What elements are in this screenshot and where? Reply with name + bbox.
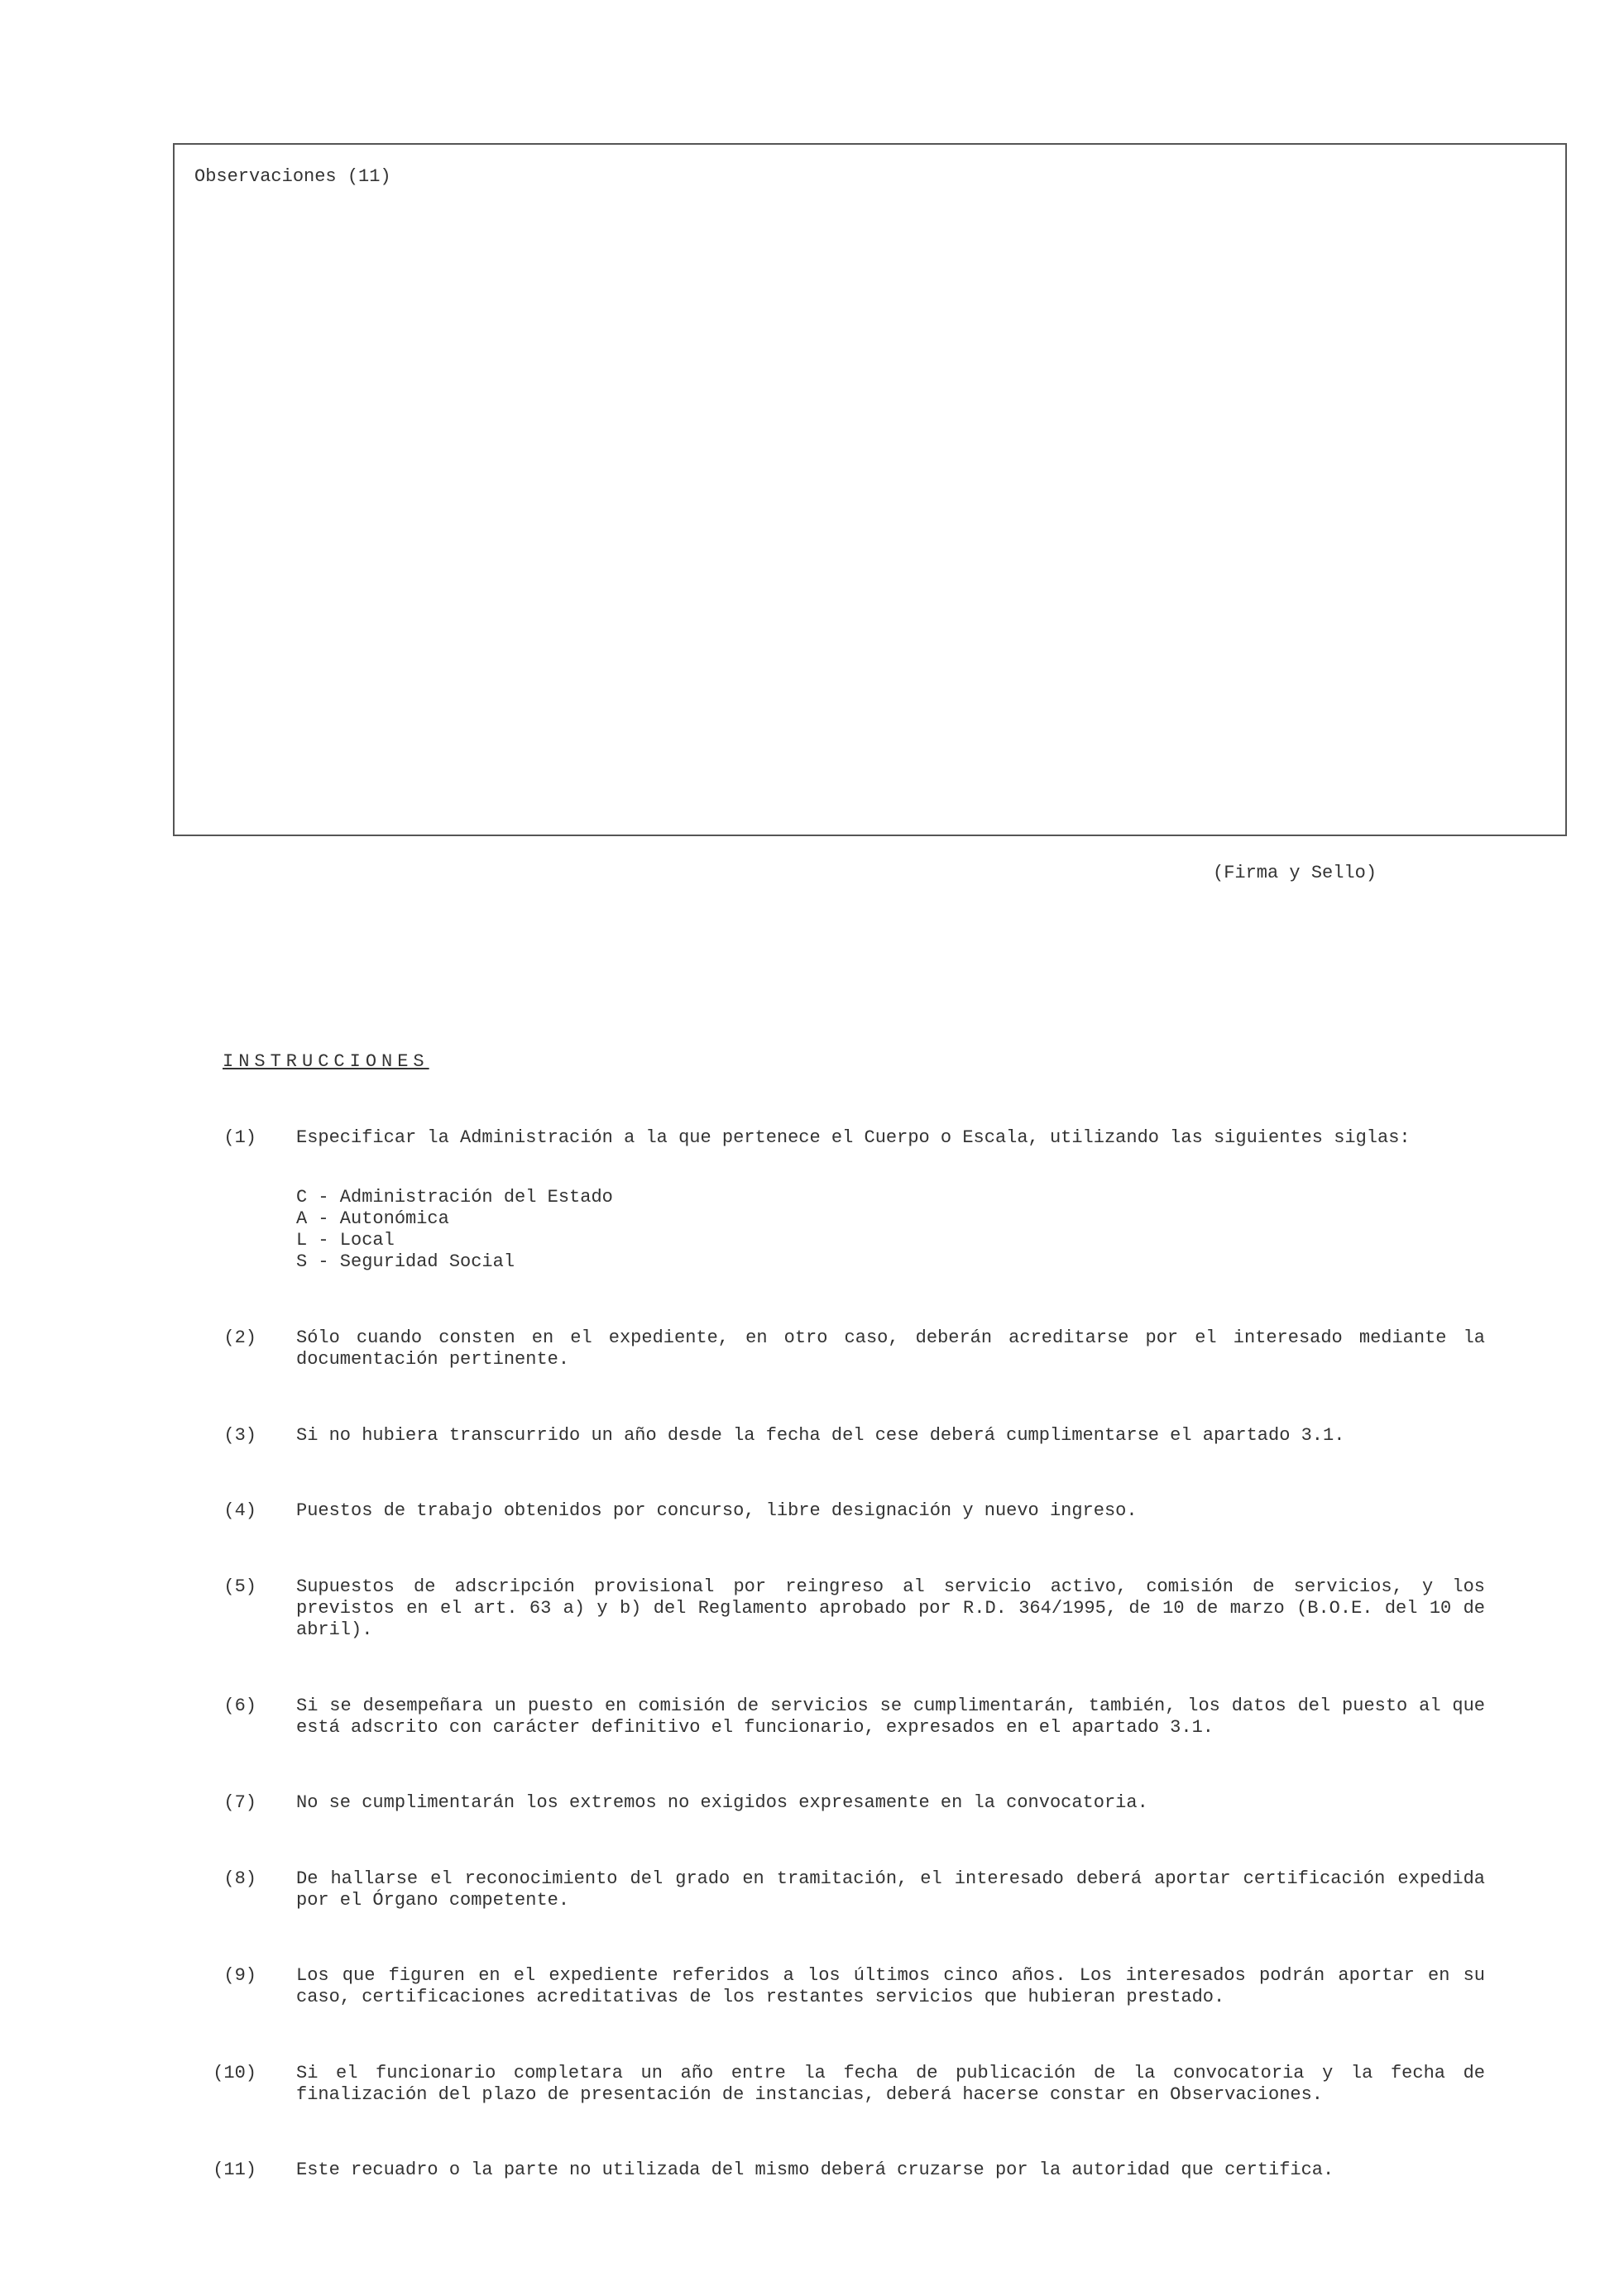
sigla-item: L - Local (296, 1230, 395, 1251)
instruction-text: Si el funcionario completara un año entre la fecha de publicación de la convocatoria y la fecha de finalización del plazo de presentación de instancias, deberá hacerse constar en Observaciones. (296, 2063, 1485, 2105)
instruction-number: (2) (223, 1327, 256, 1348)
instructions-heading: INSTRUCCIONES (223, 1051, 429, 1072)
instruction-text: Puestos de trabajo obtenidos por concurso, libre designación y nuevo ingreso. (296, 1500, 1138, 1521)
instruction-number: (8) (223, 1868, 256, 1889)
observaciones-box (173, 143, 1567, 836)
sigla-item: A - Autonómica (296, 1208, 449, 1229)
instruction-number: (3) (223, 1425, 256, 1446)
instruction-text: Los que figuren en el expediente referidos a los últimos cinco años. Los interesados podrán aportar en su caso, certificaciones acreditativas de los restantes servicios que hubieran prestado. (296, 1965, 1485, 2007)
instruction-number: (4) (223, 1500, 256, 1521)
instruction-text: Este recuadro o la parte no utilizada del mismo deberá cruzarse por la autoridad que certifica. (296, 2160, 1334, 2180)
instruction-number: (9) (223, 1965, 256, 1986)
instruction-number: (10) (213, 2063, 256, 2083)
instruction-number: (6) (223, 1696, 256, 1716)
siglas-list (296, 1187, 613, 1273)
instruction-text: Sólo cuando consten en el expediente, en otro caso, deberán acreditarse por el interesado mediante la documentación pertinente. (296, 1327, 1485, 1370)
instruction-text: Especificar la Administración a la que pertenece el Cuerpo o Escala, utilizando las siguientes siglas: (296, 1127, 1411, 1148)
instruction-number: (5) (223, 1576, 256, 1597)
sigla-item: S - Seguridad Social (296, 1251, 515, 1272)
instruction-number: (1) (223, 1127, 256, 1148)
instruction-text: De hallarse el reconocimiento del grado en tramitación, el interesado deberá aportar certificación expedida por el Órgano competente. (296, 1868, 1485, 1911)
instruction-text: Si se desempeñara un puesto en comisión de servicios se cumplimentarán, también, los datos del puesto al que está adscrito con carácter definitivo el funcionario, expresados en el apartado 3.1. (296, 1696, 1485, 1738)
sigla-item: C - Administración del Estado (296, 1187, 613, 1208)
instruction-number: (7) (223, 1792, 256, 1813)
signature-label: (Firma y Sello) (1213, 863, 1377, 883)
observaciones-title: Observaciones (11) (194, 166, 391, 187)
instruction-number: (11) (213, 2160, 256, 2180)
instruction-text: No se cumplimentarán los extremos no exigidos expresamente en la convocatoria. (296, 1792, 1148, 1813)
instruction-text: Supuestos de adscripción provisional por reingreso al servicio activo, comisión de servicios, y los previstos en el art. 63 a) y b) del Reglamento aprobado por R.D. 364/1995, de 10 de marzo (B.O.E. del 10 de abril). (296, 1576, 1485, 1640)
instruction-text: Si no hubiera transcurrido un año desde la fecha del cese deberá cumplimentarse el apartado 3.1. (296, 1425, 1345, 1446)
